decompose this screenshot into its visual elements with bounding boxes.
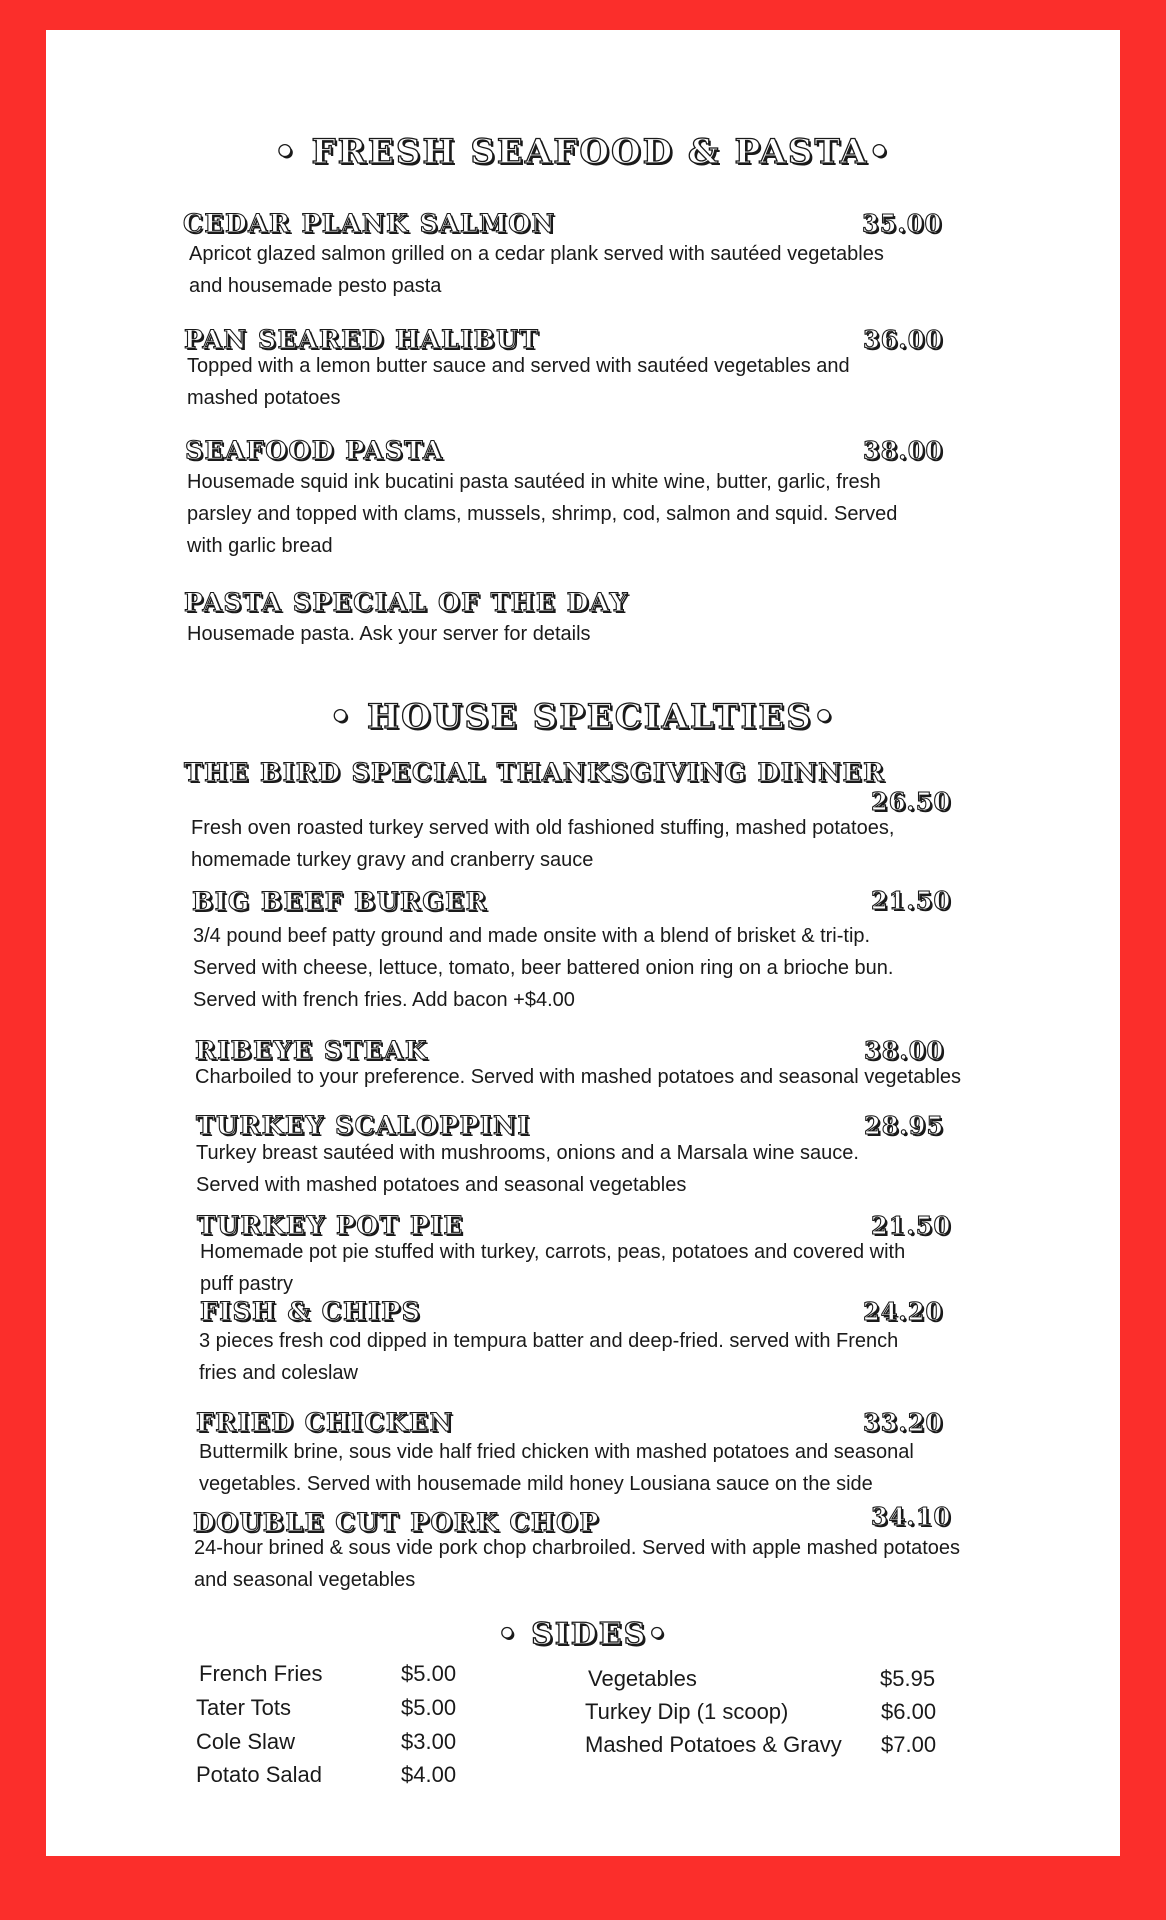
menu-item-name: RIBEYE STEAK [195, 1036, 429, 1065]
side-item-name: Cole Slaw [196, 1729, 296, 1754]
menu-item-name: PASTA SPECIAL OF THE DAY [184, 588, 629, 617]
menu-item-name: FRIED CHICKEN [196, 1408, 454, 1437]
menu-item-price: 35.00 [862, 209, 943, 238]
menu-item-description: 3 pieces fresh cod dipped in tempura batter and deep-fried. served with French fries and coleslaw [199, 1330, 899, 1384]
menu-item-description: Charboiled to your preference. Served with mashed potatoes and seasonal vegetables [195, 1066, 962, 1088]
menu-item-description: Turkey breast sautéed with mushrooms, onions and a Marsala wine sauce. Served with mashed potatoes and seasonal vegetables [196, 1142, 859, 1196]
section-heading-seafood: • FRESH SEAFOOD & PASTA• [273, 132, 893, 172]
side-item-price: $5.95 [880, 1666, 936, 1691]
menu-item-description: Buttermilk brine, sous vide half fried chicken with mashed potatoes and seasonal vegetables. Served with housemade mild honey Lousiana sauce on the side [199, 1441, 914, 1495]
side-item-price: $5.00 [401, 1661, 457, 1686]
menu-item-price: 38.00 [863, 436, 944, 465]
side-item-price: $4.00 [401, 1762, 457, 1787]
menu-item-price: 21.50 [871, 886, 952, 915]
menu-item-description: Apricot glazed salmon grilled on a cedar plank served with sautéed vegetables and housemade pesto pasta [189, 243, 884, 297]
menu-item-name: FISH & CHIPS [200, 1297, 422, 1326]
menu-item-name: BIG BEEF BURGER [192, 887, 488, 916]
menu-item-name: SEAFOOD PASTA [185, 436, 444, 465]
menu-item-description: 24-hour brined & sous vide pork chop charbroiled. Served with apple mashed potatoes and seasonal vegetables [194, 1537, 961, 1591]
side-item-name: French Fries [199, 1661, 323, 1686]
menu-item-description: Housemade pasta. Ask your server for details [187, 623, 591, 645]
menu-item-description: Topped with a lemon butter sauce and served with sautéed vegetables and mashed potatoes [187, 355, 850, 409]
side-item-name: Turkey Dip (1 scoop) [585, 1699, 789, 1724]
side-item-name: Mashed Potatoes & Gravy [585, 1732, 842, 1757]
section-heading-house: • HOUSE SPECIALTIES• [329, 697, 837, 737]
menu-item-price: 24.20 [863, 1297, 944, 1326]
menu-item-name: TURKEY SCALOPPINI [196, 1111, 531, 1140]
menu-item-price: 21.50 [871, 1211, 952, 1240]
menu-item-name: TURKEY POT PIE [197, 1211, 464, 1240]
menu-item-price: 33.20 [863, 1408, 944, 1437]
menu-item-price: 36.00 [863, 325, 944, 354]
menu-item-price: 26.50 [871, 787, 952, 816]
side-item-name: Vegetables [588, 1666, 697, 1691]
menu-item-price: 34.10 [871, 1502, 952, 1531]
menu-item-price: 38.00 [864, 1036, 945, 1065]
section-heading-sides: • SIDES• [497, 1617, 669, 1652]
menu-item-name: THE BIRD SPECIAL THANKSGIVING DINNER [184, 758, 886, 787]
menu-item-price: 28.95 [864, 1111, 945, 1140]
side-item-name: Tater Tots [196, 1695, 291, 1720]
menu-item-description: 3/4 pound beef patty ground and made onsite with a blend of brisket & tri-tip. Served with cheese, lettuce, tomato, beer battered onion ring on a brioche bun. Served with french fries. Add bacon +$4.00 [193, 925, 894, 1011]
side-item-price: $6.00 [881, 1699, 937, 1724]
side-item-price: $3.00 [401, 1729, 457, 1754]
menu-item-description: Fresh oven roasted turkey served with old fashioned stuffing, mashed potatoes, homemade turkey gravy and cranberry sauce [191, 817, 895, 871]
side-item-price: $7.00 [881, 1732, 937, 1757]
menu-item-name: DOUBLE CUT PORK CHOP [193, 1508, 600, 1537]
menu-item-name: CEDAR PLANK SALMON [183, 209, 556, 238]
side-item-price: $5.00 [401, 1695, 457, 1720]
side-item-name: Potato Salad [196, 1762, 322, 1787]
menu-item-description: Housemade squid ink bucatini pasta sautéed in white wine, butter, garlic, fresh parsley and topped with clams, mussels, shrimp, cod, salmon and squid. Served with garlic bread [187, 471, 898, 557]
menu-item-description: Homemade pot pie stuffed with turkey, carrots, peas, potatoes and covered with puff pastry [200, 1241, 906, 1295]
menu-item-name: PAN SEARED HALIBUT [184, 325, 540, 354]
